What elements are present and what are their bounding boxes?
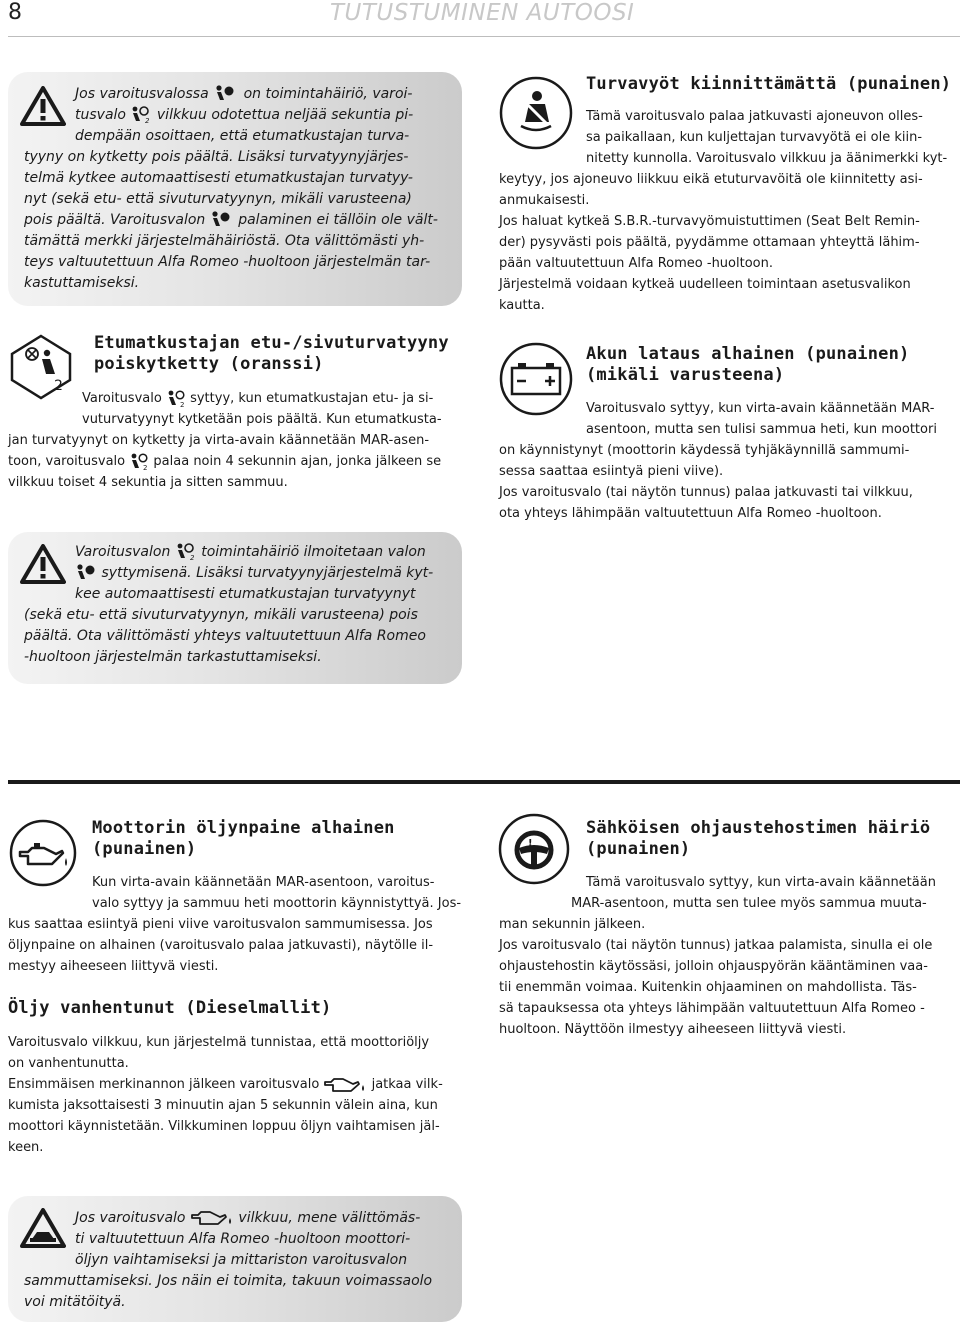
warning-line: tyyny on kytketty pois päältä. Lisäksi turvatyynyjärjes- — [24, 149, 409, 165]
svg-text:2: 2 — [54, 378, 63, 394]
warning-line: Jos varoitusvalo — [75, 1210, 186, 1226]
warning-line: telmä kytkee automaattisesti etumatkustajan turvatyy- — [24, 170, 413, 186]
body-line: öljynpaine on alhainen (varoitusvalo palaa jatkuvasti), näytölle il- — [8, 938, 434, 953]
oil-old-body — [8, 1032, 468, 1158]
body-line: Jos haluat kytkeä S.B.R.-turvavyömuistuttimen (Seat Belt Remin- — [499, 214, 920, 229]
warning-line: kee automaattisesti etumatkustajan turvatyynyt — [75, 586, 416, 602]
svg-text:2: 2 — [189, 554, 195, 561]
oil-pressure-heading: Moottorin öljynpaine alhainen (punainen) — [92, 818, 395, 859]
body-line: man sekunnin jälkeen. — [499, 917, 646, 932]
body-line: keytyy, jos ajoneuvo liikkuu eikä etuturvavöitä ole kiinnitetty asi- — [499, 172, 923, 187]
body-line: syttyy, kun etumatkustajan etu- ja si- — [190, 391, 434, 406]
body-line: kus saattaa esiintyä pieni viive varoitusvalon sammumisessa. Jos — [8, 917, 433, 932]
warning-line: sammuttamiseksi. Jos näin ei toimita, takuun voimassaolo — [24, 1273, 433, 1289]
airbag-icon — [213, 85, 239, 103]
body-line: on käynnistynyt (moottorin käydessä tyhjäkäynnillä sammumi- — [499, 443, 910, 458]
oil-pressure-body — [8, 872, 468, 977]
body-line: Tämä varoitusvalo palaa jatkuvasti ajoneuvon olles- — [586, 109, 923, 124]
body-line: tii enemmän voimaa. Kuitenkin ohjaaminen on mahdollista. Täs- — [499, 980, 917, 995]
steering-section-heading: Sähköisen ohjaustehostimen häiriö (punainen) — [586, 818, 931, 859]
svg-text:!: ! — [528, 838, 533, 849]
body-line: sessa saattaa esiintyä pieni viive). — [499, 464, 724, 479]
body-line: kautta. — [499, 298, 545, 313]
body-line: sä tapauksessa ota yhteys lähimpään valtuutettuun Alfa Romeo - — [499, 1001, 925, 1016]
body-line: jan turvatyynyt on kytketty ja virta-avain käännetään MAR-asen- — [8, 433, 430, 448]
body-line: Varoitusvalo syttyy, kun virta-avain käännetään MAR- — [586, 401, 935, 416]
body-line: jatkaa vilk- — [371, 1077, 443, 1092]
airbag-icon — [210, 211, 234, 229]
body-line: sa paikallaan, kun kuljettajan turvavyötä ei ole kiin- — [586, 130, 923, 145]
airbag-section-body — [8, 388, 468, 493]
body-line: asentoon, mutta sen tulisi sammua heti, kun moottori — [586, 422, 937, 437]
warning-line: vilkkuu odotettua neljää sekuntia pi- — [156, 107, 414, 123]
body-line: anmukaisesti. — [499, 193, 590, 208]
body-line: toon, varoitusvalo — [8, 454, 126, 469]
warning-line: vilkkuu, mene välittömäs- — [238, 1210, 421, 1226]
body-line: mestyy aiheeseen liittyvä viesti. — [8, 959, 219, 974]
warning-line: voi mitätöityä. — [24, 1294, 126, 1310]
airbag-icon — [75, 564, 97, 582]
running-title: TUTUSTUMINEN AUTOOSI — [330, 0, 635, 26]
body-line: Ensimmäisen merkinannon jälkeen varoitusvalo — [8, 1077, 320, 1092]
warning-line: toimintahäiriö ilmoitetaan valon — [201, 544, 426, 560]
header-rule — [8, 36, 960, 37]
body-line: der) pysyvästi pois päältä, pyydämme ottamaan yhteyttä lähim- — [499, 235, 920, 250]
body-line: Kun virta-avain käännetään MAR-asentoon, varoitus- — [92, 875, 435, 890]
body-line: ota yhteys lähimpään valtuutettuun Alfa Romeo -huoltoon. — [499, 506, 882, 521]
body-line: vilkkuu toiset 4 sekuntia ja sitten sammuu. — [8, 475, 288, 490]
svg-text:2: 2 — [143, 463, 148, 471]
section-divider — [8, 780, 960, 784]
body-line: Jos varoitusvalo (tai näytön tunnus) palaa jatkuvasti tai vilkkuu, — [499, 485, 913, 500]
body-line: moottori käynnistetään. Vilkkuminen loppuu öljyn vaihtamisen jäl- — [8, 1119, 440, 1134]
svg-text:2: 2 — [145, 117, 150, 124]
oil-can-icon — [190, 1209, 234, 1227]
warning-line: päältä. Ota välittömästi yhteys valtuutettuun Alfa Romeo — [24, 628, 426, 644]
warning-line: -huoltoon järjestelmän tarkastuttamiseksi. — [24, 649, 322, 665]
warning-line: syttymisenä. Lisäksi turvatyynyjärjestelmä kyt- — [101, 565, 434, 581]
body-line: vuturvatyynyt kytketään pois päältä. Kun etumatkusta- — [82, 412, 442, 427]
body-line: Varoitusvalo vilkkuu, kun järjestelmä tunnistaa, että moottoriöljy — [8, 1035, 430, 1050]
body-line: Järjestelmä voidaan kytkeä uudelleen toimintaan asetusvalikon — [499, 277, 911, 292]
airbag-off-icon — [166, 390, 186, 408]
battery-section-body — [499, 398, 959, 524]
body-line: keen. — [8, 1140, 44, 1155]
body-line: on vanhentunutta. — [8, 1056, 129, 1071]
body-line: valo syttyy ja sammuu heti moottorin käynnistyttyä. Jos- — [92, 896, 462, 911]
warning-line: öljyn vaihtamiseksi ja mittariston varoitusvalon — [75, 1252, 408, 1268]
seatbelt-section-heading: Turvavyöt kiinnittämättä (punainen) — [586, 74, 952, 94]
airbag-section-heading: Etumatkustajan etu-/sivuturvatyyny poiskytketty (oranssi) — [94, 333, 449, 374]
warning-line: pois päältä. Varoitusvalon — [24, 212, 206, 228]
battery-section-heading: Akun lataus alhainen (punainen) (mikäli varusteena) — [586, 344, 910, 385]
body-line: nitetty kunnolla. Varoitusvalo vilkkuu ja äänimerkki kyt- — [586, 151, 948, 166]
airbag-off-icon — [175, 543, 197, 561]
body-line: pään valtuutettuun Alfa Romeo -huoltoon. — [499, 256, 773, 271]
warning-line: kastuttamiseksi. — [24, 275, 140, 291]
seatbelt-section-body — [499, 106, 959, 316]
oil-can-icon — [323, 1076, 367, 1094]
warning-line: nyt (sekä etu- että sivuturvatyynyn, mikäli varusteena) — [24, 191, 412, 207]
warning-line: tämättä merkki järjestelmähäiriöstä. Ota välittömästi yh- — [24, 233, 425, 249]
body-line: MAR-asentoon, mutta sen tulee myös sammua muuta- — [571, 896, 927, 911]
airbag-off-icon — [129, 453, 149, 471]
airbag-off-icon — [130, 106, 152, 124]
svg-text:2: 2 — [179, 400, 185, 408]
warning-line: on toimintahäiriö, varoi- — [243, 86, 413, 102]
body-line: huoltoon. Näyttöön ilmestyy aiheeseen liittyvä viesti. — [499, 1022, 847, 1037]
warning-line: teys valtuutettuun Alfa Romeo -huoltoon järjestelmän tar- — [24, 254, 431, 270]
warning-line: ti valtuutettuun Alfa Romeo -huoltoon moottori- — [75, 1231, 411, 1247]
body-line: Varoitusvalo — [82, 391, 162, 406]
body-line: ohjaustehostin käytössäsi, jolloin ohjauspyörän kääntäminen vaa- — [499, 959, 928, 974]
warning-text-airbag-light-fault — [24, 542, 456, 668]
warning-text-airbag-fault — [24, 84, 456, 294]
warning-line: palaminen ei tällöin ole vält- — [238, 212, 438, 228]
body-line: kumista jaksottaisesti 3 minuutin ajan 5 sekunnin välein aina, kun — [8, 1098, 438, 1113]
warning-line: tusvalo — [75, 107, 126, 123]
oil-old-heading: Öljy vanhentunut (Dieselmallit) — [8, 998, 332, 1018]
warning-line: (sekä etu- että sivuturvatyynyn, mikäli varusteena) pois — [24, 607, 418, 623]
page-number: 8 — [8, 0, 22, 25]
warning-text-oil-change — [24, 1208, 456, 1313]
body-line: Tämä varoitusvalo syttyy, kun virta-avain käännetään — [586, 875, 936, 890]
steering-section-body — [499, 872, 959, 1040]
warning-line: dempään osoittaen, että etumatkustajan turva- — [75, 128, 410, 144]
body-line: Jos varoitusvalo (tai näytön tunnus) jatkaa palamista, sinulla ei ole — [499, 938, 933, 953]
warning-line: Jos varoitusvalossa — [75, 86, 209, 102]
body-line: palaa noin 4 sekunnin ajan, jonka jälkeen se — [153, 454, 442, 469]
warning-line: Varoitusvalon — [75, 544, 171, 560]
